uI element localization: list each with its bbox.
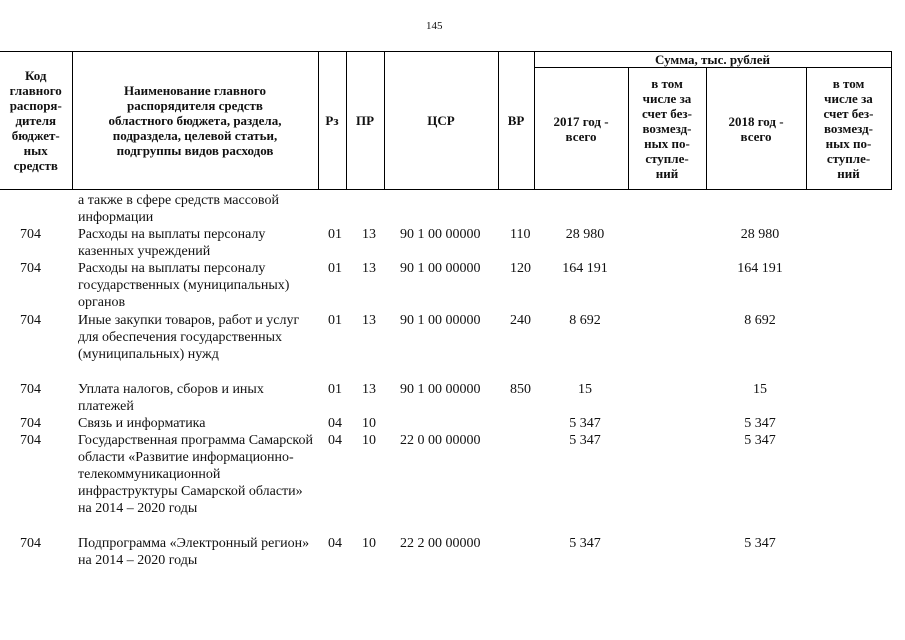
header-vr: ВР [498,52,534,190]
cell-rz: 04 [328,536,342,551]
header-2017-incl: в том числе за счет без- возмезд- ных по- ступле- ний [628,68,706,190]
cell-rz: 01 [328,382,342,397]
cell-pr: 10 [362,536,376,551]
cell-vr: 120 [510,261,531,276]
cell-sum-2018: 15 [753,382,767,397]
cell-rz: 01 [328,261,342,276]
cell-sum-2017: 5 347 [569,536,601,551]
header-2017: 2017 год - всего [534,68,628,190]
cell-name: Связь и информатика [78,416,206,431]
cell-name: Подпрограмма «Электронный регион» на 2014 – 2020 годы [78,536,310,568]
cell-csr: 22 0 00 00000 [400,433,481,448]
cell-kod: 704 [20,382,41,397]
cell-csr: 90 1 00 00000 [400,261,481,276]
cell-sum-2017: 28 980 [565,227,605,242]
cell-vr: 850 [510,382,531,397]
header-name: Наименование главного распорядителя средств областного бюджета, раздела, подраздела, целевой статьи, подгруппы видов расходов [72,52,318,190]
header-pr: ПР [346,52,384,190]
table-header [0,51,892,190]
page-number: 145 [426,20,443,32]
cell-rz: 04 [328,416,342,431]
cell-sum-2018: 8 692 [744,313,776,328]
cell-vr: 110 [510,227,531,242]
cell-name: Иные закупки товаров, работ и услуг для обеспечения государственных (муниципальных) нужд [78,313,300,362]
header-csr: ЦСР [384,52,498,190]
cell-csr: 22 2 00 00000 [400,536,481,551]
cell-pr: 10 [362,433,376,448]
cell-sum-2018: 28 980 [740,227,780,242]
cell-kod: 704 [20,313,41,328]
cell-kod: 704 [20,227,41,242]
cell-sum-2017: 5 347 [569,416,601,431]
cell-vr: 240 [510,313,531,328]
cell-name: Расходы на выплаты персоналу государственных (муниципальных) органов [78,261,290,310]
cell-name: Государственная программа Самарской области «Развитие информационно-телекоммуникационной инфраструктуры Самарской области» на 2014 – 2020 годы [78,433,314,516]
cell-sum-2018: 5 347 [744,433,776,448]
cell-sum-2018: 5 347 [744,536,776,551]
cell-pr: 13 [362,313,376,328]
header-kod: Код главного распоря- дителя бюджет- ных средств [0,52,72,190]
cell-name: а также в сфере средств массовой информации [78,193,279,225]
cell-pr: 13 [362,261,376,276]
header-summa: Сумма, тыс. рублей [534,52,891,68]
cell-sum-2017: 164 191 [562,261,608,276]
cell-csr: 90 1 00 00000 [400,227,481,242]
cell-name: Уплата налогов, сборов и иных платежей [78,382,264,414]
cell-csr: 90 1 00 00000 [400,313,481,328]
cell-rz: 01 [328,227,342,242]
cell-kod: 704 [20,536,41,551]
cell-kod: 704 [20,416,41,431]
cell-pr: 13 [362,227,376,242]
cell-pr: 10 [362,416,376,431]
cell-sum-2018: 5 347 [744,416,776,431]
header-2018-incl: в том числе за счет без- возмезд- ных по- ступле- ний [806,68,891,190]
cell-rz: 01 [328,313,342,328]
cell-sum-2017: 5 347 [569,433,601,448]
header-rz: Рз [318,52,346,190]
cell-rz: 04 [328,433,342,448]
cell-pr: 13 [362,382,376,397]
cell-sum-2018: 164 191 [737,261,783,276]
header-2018: 2018 год - всего [706,68,806,190]
cell-sum-2017: 8 692 [569,313,601,328]
cell-kod: 704 [20,433,41,448]
cell-name: Расходы на выплаты персоналу казенных учреждений [78,227,266,259]
cell-sum-2017: 15 [578,382,592,397]
cell-csr: 90 1 00 00000 [400,382,481,397]
cell-kod: 704 [20,261,41,276]
